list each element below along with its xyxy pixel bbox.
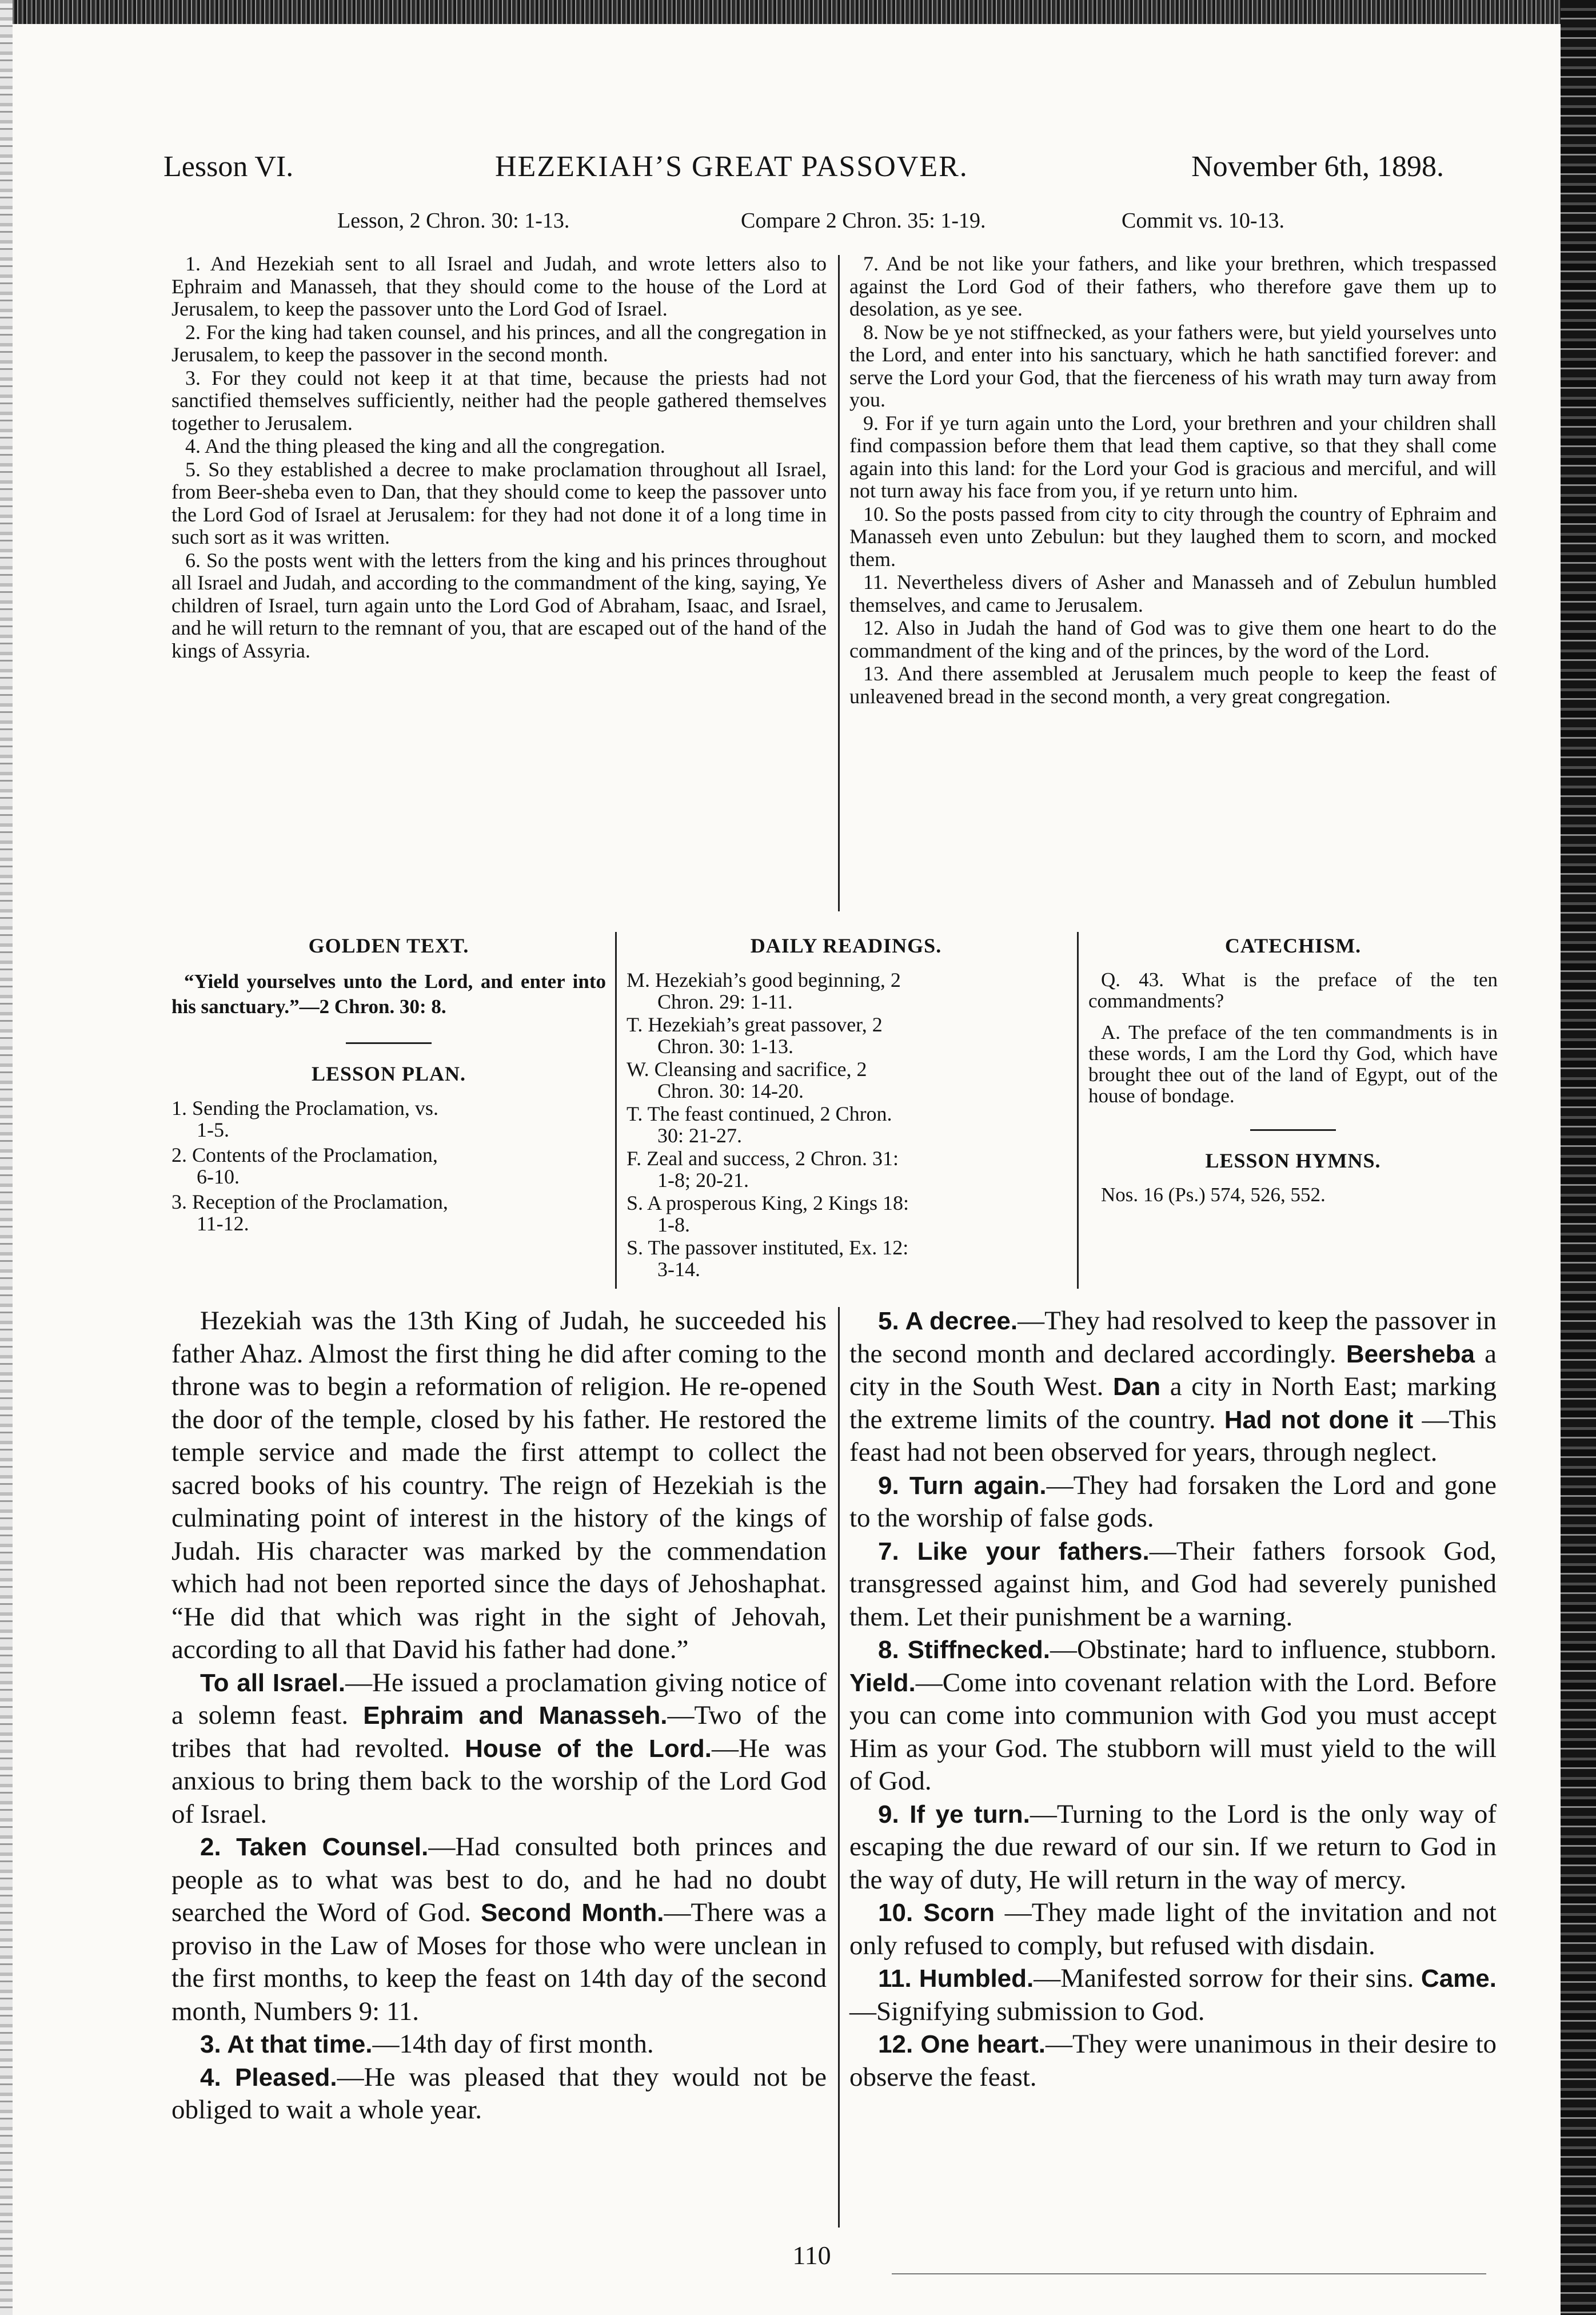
lesson-plan-heading: LESSON PLAN. [311, 1062, 466, 1085]
column-divider [615, 932, 617, 1289]
plan-item: 3. Reception of the Proclamation, 11-12. [171, 1190, 448, 1235]
commit-reference: Commit vs. 10-13. [1122, 209, 1285, 233]
scripture-references [337, 208, 1389, 239]
reading-item: S. The passover instituted, Ex. 12: 3-14. [627, 1236, 909, 1281]
verse: 8. Now be ye not stiffnecked, as your fathers were, but yield yourselves unto the Lord, and enter into his sanctuary, which he hath sanctified forever: and serve the Lord your God, that the fierceness of his wrath may turn away from you. [849, 320, 1497, 411]
verse: 9. For if ye turn again unto the Lord, your brethren and your children shall find compassion before them that lead them captive, so that they shall come again into this land: for the Lord your God is gracious and merciful, and will not turn away his face from you, if ye return unto him. [849, 411, 1497, 502]
column-divider [838, 1307, 840, 2228]
golden-text-heading: GOLDEN TEXT. [308, 934, 469, 957]
plan-item: 1. Sending the Proclamation, vs. 1-5. [171, 1097, 438, 1141]
note: 2. Taken Counsel.—Had consulted both princes and people as to what was best to do, and he had no doubt searched the Word of God. Second Month.—There was a proviso in the Law of Moses for those who were unclean in the first months, to keep the feast on 14th day of the second month, Numbers 9: 11. [171, 1832, 827, 2026]
verse: 4. And the thing pleased the king and all the congregation. [185, 435, 665, 457]
verse: 11. Nevertheless divers of Asher and Manasseh and of Zebulun humbled themselves, and came to Jerusalem. [849, 571, 1497, 616]
catechism-answer: A. The preface of the ten commandments is in these words, I am the Lord thy God, which have brought thee out of the land of Egypt, out of the house of bondage. [1088, 1021, 1498, 1107]
scan-top-edge [0, 0, 1596, 24]
daily-readings-heading: DAILY READINGS. [750, 934, 942, 957]
reading-item: S. A prosperous King, 2 Kings 18: 1-8. [627, 1192, 909, 1236]
verse: 1. And Hezekiah sent to all Israel and Judah, and wrote letters also to Ephraim and Manasseh, that they should come to the house of the Lord at Jerusalem, to keep the passover unto the Lord God of Israel. [171, 252, 827, 320]
intro-paragraph: Hezekiah was the 13th King of Judah, he succeeded his father Ahaz. Almost the first thing he did after coming to the throne was to begin a reformation of religion. He re-opened the door of the temple, closed by his father. He restored the temple service and made the first attempt to collect the sacred books of his country. The reign of Hezekiah is the culminating point of interest in the history of the kings of Judah. His character was marked by the commendation which had not been reported since the days of Jehoshaphat. “He did that which was right in the sight of Jehovah, according to all that David his father had done.” [171, 1306, 827, 1664]
note: 9. If ye turn.—Turning to the Lord is the only way of escaping the due reward of our sin. If we return to God in the way of duty, He will return in the way of mercy. [849, 1799, 1497, 1895]
verse: 13. And there assembled at Jerusalem much people to keep the feast of unleavened bread in the second month, a very great congregation. [849, 662, 1497, 708]
scan-left-edge [0, 0, 13, 2315]
lesson-title: HEZEKIAH’S GREAT PASSOVER. [495, 150, 968, 183]
column-divider [1077, 932, 1079, 1289]
note: 11. Humbled.—Manifested sorrow for their sins. Came.—Signifying submission to God. [849, 1963, 1497, 2026]
note: 4. Pleased.—He was pleased that they would not be obliged to wait a whole year. [171, 2062, 827, 2125]
lesson-date: November 6th, 1898. [1191, 150, 1444, 183]
note: 9. Turn again.—They had forsaken the Lord and gone to the worship of false gods. [849, 1470, 1497, 1533]
notes-column-left [171, 1305, 827, 2127]
section-rule [1250, 1129, 1336, 1131]
verse: 3. For they could not keep it at that time, because the priests had not sanctified themselves sufficiently, neither had the people gathered themselves together to Jerusalem. [171, 366, 827, 435]
note: 8. Stiffnecked.—Obstinate; hard to influence, stubborn. Yield.—Come into covenant relation with the Lord. Before you can come into communion with God you must accept Him as your God. The stubborn will must yield to the will of God. [849, 1635, 1497, 1796]
lesson-hymns: Nos. 16 (Ps.) 574, 526, 552. [1101, 1184, 1326, 1206]
verse: 7. And be not like your fathers, and like your brethren, which trespassed against the Lord God of their fathers, who therefore gave them up to desolation, as ye see. [849, 252, 1497, 320]
reading-item: M. Hezekiah’s good beginning, 2 Chron. 29: 1-11. [627, 969, 901, 1013]
notes-column-right [849, 1305, 1497, 2094]
golden-text: “Yield yourselves unto the Lord, and enter into his sanctuary.”—2 Chron. 30: 8. [171, 970, 606, 1018]
section-rule [346, 1042, 432, 1044]
catechism-and-hymns [1088, 935, 1498, 1216]
reading-item: T. The feast continued, 2 Chron. 30: 21-27. [627, 1102, 892, 1147]
scan-right-edge [1561, 0, 1596, 2315]
reading-item: W. Cleansing and sacrifice, 2 Chron. 30: 14-20. [627, 1058, 867, 1102]
verse: 12. Also in Judah the hand of God was to give them one heart to do the commandment of the king and of the princes, by the word of the Lord. [849, 616, 1497, 662]
page-number: 110 [792, 2241, 831, 2270]
lesson-hymns-heading: LESSON HYMNS. [1205, 1149, 1381, 1172]
compare-reference: Compare 2 Chron. 35: 1-19. [741, 209, 986, 233]
catechism-heading: CATECHISM. [1224, 934, 1362, 957]
verse: 5. So they established a decree to make proclamation throughout all Israel, from Beer-sheba even to Dan, that they should come to keep the passover unto the Lord God of Israel at Jerusalem: for they had not done it of a long time in such sort as it was written. [171, 457, 827, 548]
scripture-column-left [171, 253, 827, 663]
golden-text-and-plan [171, 935, 606, 1238]
bottom-rule [892, 2273, 1486, 2274]
reading-item: T. Hezekiah’s great passover, 2 Chron. 30: 1-13. [627, 1013, 883, 1058]
verse: 10. So the posts passed from city to city through the country of Ephraim and Manasseh even unto Zebulun: but they laughed them to scorn, and mocked them. [849, 502, 1497, 571]
verse: 2. For the king had taken counsel, and his princes, and all the congregation in Jerusalem, to keep the passover in the second month. [171, 320, 827, 366]
plan-item: 2. Contents of the Proclamation, 6-10. [171, 1143, 438, 1188]
note: 3. At that time.—14th day of first month. [200, 2029, 654, 2059]
verse: 6. So the posts went with the letters from the king and his princes throughout all Israel and Judah, and according to the commandment of the king, saying, Ye children of Israel, turn again unto the Lord God of Abraham, Isaac, and Israel, and he will return to the remnant of you, that are escaped out of the hand of the kings of Assyria. [171, 548, 827, 662]
note: 5. A decree.—They had resolved to keep the passover in the second month and declared accordingly. Beersheba a city in the South West. Dan a city in North East; marking the extreme limits of the country. Had not done it —This feast had not been observed for years, through neglect. [849, 1306, 1497, 1467]
scripture-column-right [849, 253, 1497, 708]
lesson-plan [171, 1097, 606, 1234]
note: 12. One heart.—They were unanimous in their desire to observe the feast. [849, 2029, 1497, 2092]
page-header [163, 150, 1444, 193]
note: 10. Scorn —They made light of the invitation and not only refused to comply, but refused with disdain. [849, 1898, 1497, 1961]
reading-item: F. Zeal and success, 2 Chron. 31: 1-8; 20-21. [627, 1147, 899, 1192]
column-divider [838, 255, 840, 911]
note: 7. Like your fathers.—Their fathers forsook God, transgressed against him, and God had severely punished them. Let their punishment be a warning. [849, 1536, 1497, 1632]
catechism-question: Q. 43. What is the preface of the ten commandments? [1088, 969, 1498, 1012]
note: To all Israel.—He issued a proclamation giving notice of a solemn feast. Ephraim and Manasseh.—Two of the tribes that had revolted. House of the Lord.—He was anxious to bring them back to the worship of the Lord God of Israel. [171, 1667, 827, 1829]
daily-readings [627, 935, 1066, 1281]
lesson-reference: Lesson, 2 Chron. 30: 1-13. [337, 209, 570, 233]
lesson-number: Lesson VI. [163, 150, 294, 183]
